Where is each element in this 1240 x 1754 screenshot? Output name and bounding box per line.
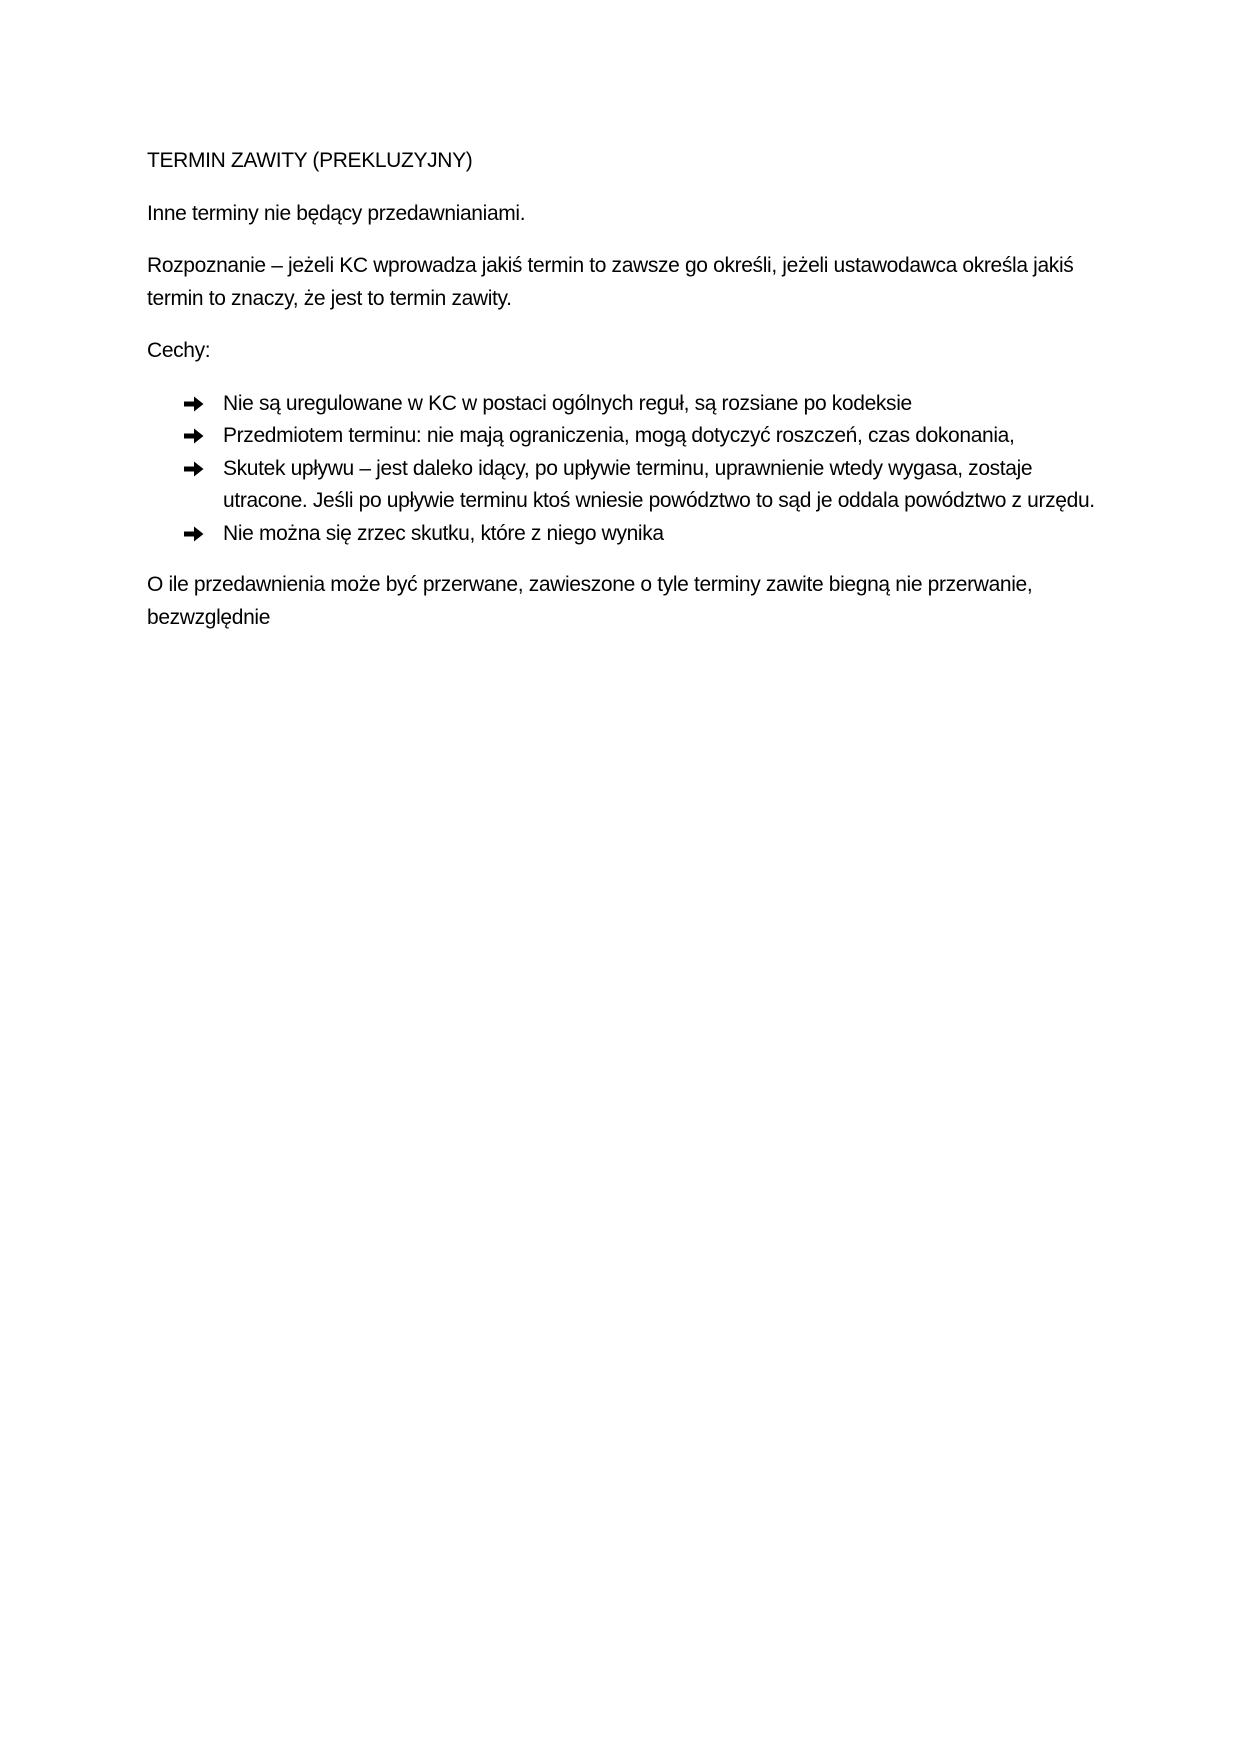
document-title: TERMIN ZAWITY (PREKLUZYJNY) <box>147 149 473 172</box>
list-item <box>147 420 1097 453</box>
list-item <box>147 518 1097 551</box>
features-list <box>147 388 1097 551</box>
list-item <box>147 388 1097 421</box>
list-item-text: Nie można się zrzec skutku, które z niego wynika <box>223 521 664 545</box>
list-item <box>147 453 1097 518</box>
right-arrow-icon <box>183 453 207 485</box>
right-arrow-icon <box>183 420 207 452</box>
list-item-text: Skutek upływu – jest daleko idący, po upływie terminu, uprawnienie wtedy wygasa, zostaje utracone. Jeśli po upływie terminu ktoś wniesie powództwo to sąd je oddala powództwo z urzędu. <box>223 456 1095 512</box>
features-label: Cechy: <box>147 339 211 362</box>
list-item-text: Przedmiotem terminu: nie mają ograniczenia, mogą dotyczyć roszczeń, czas dokonania, <box>223 424 1015 447</box>
closing-paragraph: O ile przedawnienia może być przerwane, zawieszone o tyle terminy zawite biegną nie przerwanie, bezwzględnie <box>147 573 1033 629</box>
intro-paragraph: Inne terminy nie będący przedawnianiami. <box>147 201 526 225</box>
document-page <box>147 145 1097 654</box>
list-item-text: Nie są uregulowane w KC w postaci ogólnych reguł, są rozsiane po kodeksie <box>223 391 912 415</box>
right-arrow-icon <box>183 388 207 420</box>
recognition-paragraph: Rozpoznanie – jeżeli KC wprowadza jakiś termin to zawsze go określi, jeżeli ustawodawca określa jakiś termin to znaczy, że jest to termin zawity. <box>147 254 1074 310</box>
right-arrow-icon <box>183 518 207 550</box>
